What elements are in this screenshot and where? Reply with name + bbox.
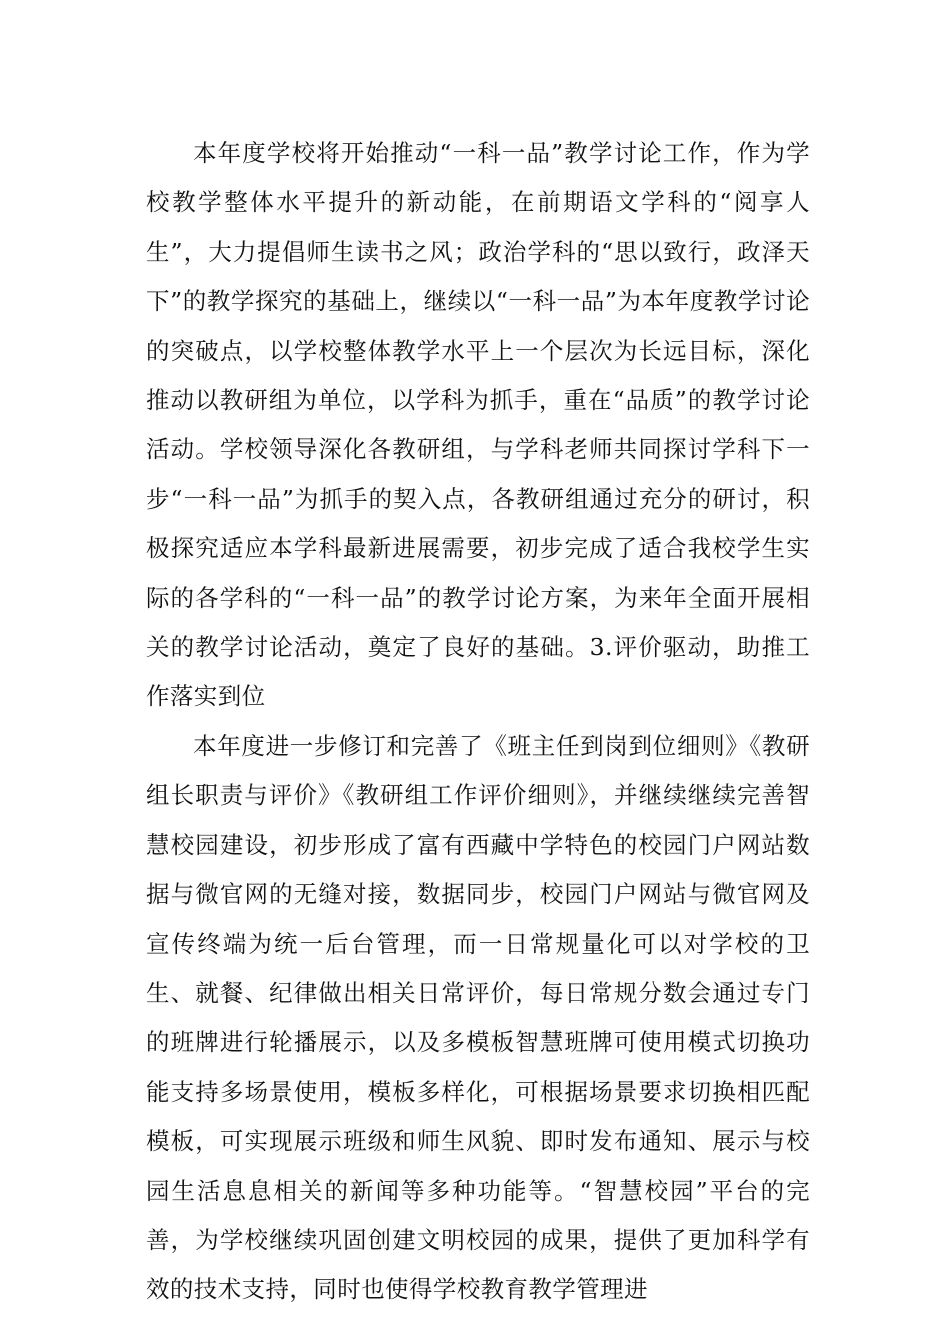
paragraph-1: 本年度学校将开始推动“一科一品”教学讨论工作，作为学校教学整体水平提升的新动能，在前期语文学科的“阅享人生”，大力提倡师生读书之风；政治学科的“思以致行，政泽天下”的教学探究的基础上，继续以“一科一品”为本年度教学讨论的突破点，以学校整体教学水平上一个层次为长远目标，深化推动以教研组为单位，以学科为抓手，重在“品质”的教学讨论活动。学校领导深化各教研组，与学科老师共同探讨学科下一步“一科一品”为抓手的契入点，各教研组通过充分的研讨，积极探究适应本学科最新进展需要，初步完成了适合我校学生实际的各学科的“一科一品”的教学讨论方案，为来年全面开展相关的教学讨论活动，奠定了良好的基础。3.评价驱动，助推工作落实到位 (146, 139, 810, 711)
paragraph-2: 本年度进一步修订和完善了《班主任到岗到位细则》《教研组长职责与评价》《教研组工作评价细则》，并继续继续完善智慧校园建设，初步形成了富有西藏中学特色的校园门户网站数据与微官网的无缝对接，数据同步，校园门户网站与微官网及宣传终端为统一后台管理，而一日常规量化可以对学校的卫生、就餐、纪律做出相关日常评价，每日常规分数会通过专门的班牌进行轮播展示，以及多模板智慧班牌可使用模式切换功能支持多场景使用，模板多样化，可根据场景要求切换相匹配模板，可实现展示班级和师生风貌、即时发布通知、展示与校园生活息息相关的新闻等多种功能等。“智慧校园”平台的完善，为学校继续巩固创建文明校园的成果，提供了更加科学有效的技术支持，同时也使得学校教育教学管理进 (146, 731, 810, 1304)
document-body (146, 129, 810, 1315)
